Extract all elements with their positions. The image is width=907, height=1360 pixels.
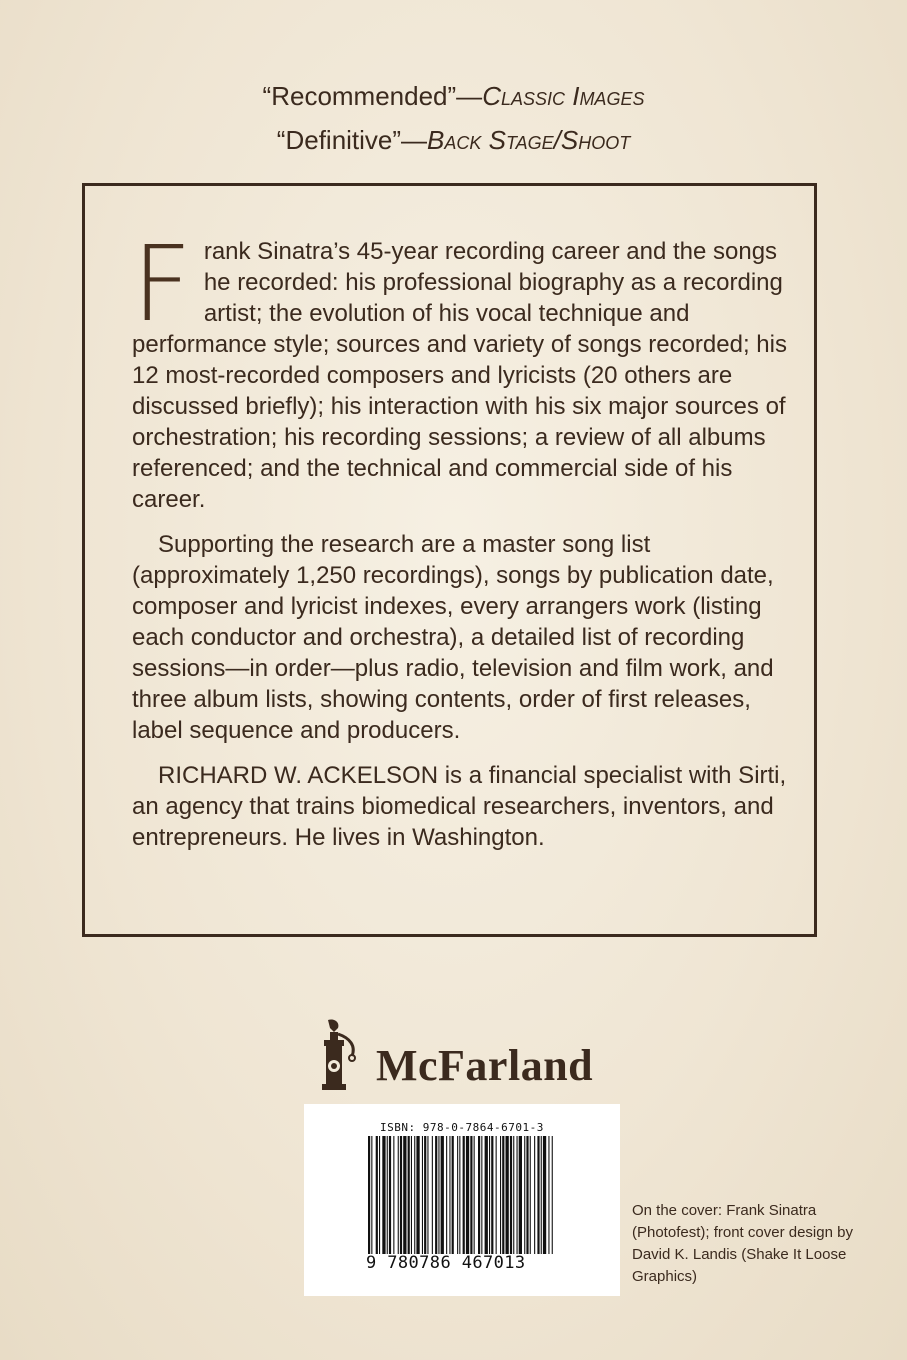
quote-recommended [0,74,907,118]
quote-definitive [0,118,907,162]
quote-text: “Definitive”— [276,125,428,155]
barcode [366,1136,554,1254]
publisher-logo-text: McFarland [376,1041,594,1090]
description-paragraph-1 [132,223,792,515]
cover-credit: On the cover: Frank Sinatra (Photofest); front cover design by David K. Landis (Shake It Loose Graphics) [632,1202,853,1285]
quote-source: Classic Images [482,81,645,111]
paragraph-text: rank Sinatra’s 45-year recording career and the songs he recorded: his professional biography as a recording artist; the evolution of his vocal technique and performance style; sources and variety of songs recorded; his 12 most-recorded composers and lyricists (20 others are discussed briefly); his interaction with his six major sources of orchestration; his recording sessions; a review of all albums referenced; and the technical and commercial side of his career. [132,238,787,513]
review-quotes [0,74,907,162]
drop-cap: F [132,223,192,345]
quote-source: Back Stage/Shoot [427,125,631,155]
barcode-digits: 9 780786 467013 [366,1253,526,1273]
description-paragraph-2: Supporting the research are a master song list (approximately 1,250 recordings), songs by publication date, composer and lyricist indexes, every arrangers work (listing each conductor and orchestra), a detailed list of recording sessions—in order—plus radio, television and film work, and three album lists, showing contents, order of first releases, label sequence and producers. [132,531,774,744]
quote-text: “Recommended”— [262,81,483,111]
description-text [132,223,792,867]
isbn-label: ISBN: 978-0-7864-6701-3 [380,1121,544,1134]
author-bio: RICHARD W. ACKELSON is a financial specialist with Sirti, an agency that trains biomedical researchers, inventors, and entrepreneurs. He lives in Washington. [132,762,787,851]
